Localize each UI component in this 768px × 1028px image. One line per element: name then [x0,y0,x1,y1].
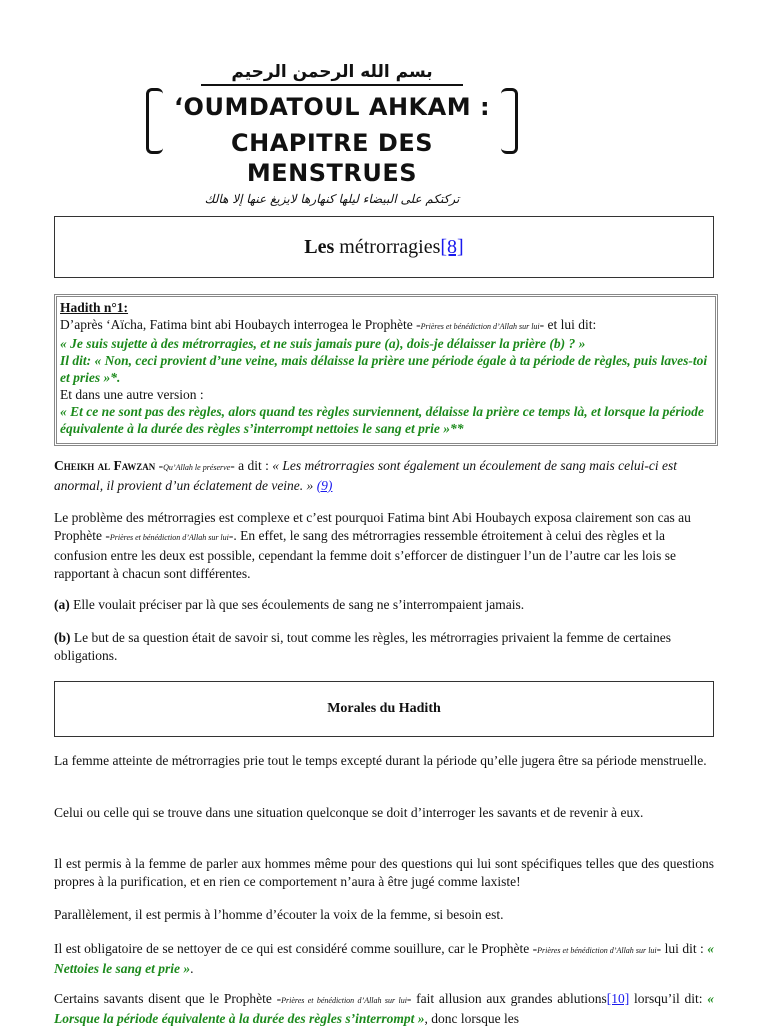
certains-text-b: - fait allusion aux grandes ablutions [406,991,607,1006]
note-b-label: (b) [54,630,71,645]
souillure-quote: « Nettoies le sang et prie » [54,941,715,976]
probleme-text-b: -. En effet, le sang des métrorragies ressemble étroitement à celui des règles et la confusion entre les deux est possible, cependant la femme doit s’efforcer de distinguer l’un de l’autre car les lois se rapportant à chacun sont différentes. [54,528,677,581]
banner-left-ornament [146,88,163,154]
section-title-box [54,216,714,278]
paragraph-fawzan [54,457,714,495]
probleme-text-a: Le problème des métrorragies est complexe et c’est pourquoi Fatima bint Abi Houbaych exposa clairement son cas au Prophète - [54,510,691,543]
blessing-formula: Prières et bénédiction d’Allah sur lui [281,996,407,1005]
arabic-hadith-banner: تركتكم على البيضاء ليلها كنهارها لايزيغ عنها إلا هالك [204,192,460,206]
note-a-text: Elle voulait préciser par là que ses écoulements de sang ne s’interrompaient jamais. [69,597,525,612]
hadith-title: Hadith n°1: [60,300,129,315]
hadith-quote-2: Il dit: « Non, ceci provient d’une veine, mais délaisse la prière une période égale à ta période de règles, puis laves-toi et pries »*. [60,353,708,385]
hadith-intro [60,316,712,335]
document-title-line1: ‘OUMDATOUL AHKAM : [173,93,491,121]
certains-text-d: , donc lorsque les [424,1011,519,1026]
certains-text-c: lorsqu’il dit: [629,991,708,1006]
section-title-les: Les [304,236,335,258]
scholar-name: Cheikh al Fawzan [54,458,156,473]
blessing-formula: Prières et bénédiction d’Allah sur lui [420,322,540,331]
note-b-text: Le but de sa question était de savoir si, tout comme les règles, les métrorragies privaient la femme de certaines obligations. [54,630,672,663]
hadith-box [54,294,718,446]
footnote-link-8[interactable]: [8] [440,236,464,258]
paragraph-note-a [54,596,714,614]
preserve-formula: Qu’Allah le préserve [163,463,231,472]
hadith-intro-end: - et lui dit: [539,317,597,332]
hadith-other-version: Et dans une autre version : [60,387,204,402]
section-title [55,217,713,277]
morales-title-box [54,681,714,737]
fawzan-post: - a dit : [230,458,273,473]
paragraph-souillure [54,940,714,978]
basmala: بسم الله الرحمن الرحيم [201,62,462,86]
morale-paragraph: La femme atteinte de métrorragies prie tout le temps excepté durant la période qu’elle jugera être sa période menstruelle. [54,753,707,768]
hadith-quote-1: « Je suis sujette à des métrorragies, et ne suis jamais pure (a), dois-je délaisser la prière (b) ? » [60,336,586,351]
paragraph-note-b [54,629,714,665]
morale-paragraph: Parallèlement, il est permis à l’homme d’écouter la voix de la femme, si besoin est. [54,907,504,922]
morale-paragraph: Celui ou celle qui se trouve dans une situation quelconque se doit d’interroger les savants et de revenir à eux. [54,805,644,820]
certains-quote: « Lorsque la période équivalente à la durée des règles s’interrompt » [54,991,714,1026]
fawzan-pre: - [155,458,164,473]
note-a-label: (a) [54,597,70,612]
blessing-formula: Prières et bénédiction d’Allah sur lui [109,533,229,542]
morale-paragraph: Il est permis à la femme de parler aux hommes même pour des questions qui lui sont spécifiques telles que des questions propres à la purification, et en rien ce comportement n’aura à être jugé comme laxiste! [54,856,714,889]
souillure-text-b: - lui dit : [656,941,708,956]
hadith-intro-text: D’après ‘Aïcha, Fatima bint abi Houbaych interrogea le Prophète - [60,317,421,332]
footnote-link-9[interactable]: (9) [316,478,333,493]
fawzan-quote: « Les métrorragies sont également un écoulement de sang mais celui-ci est anormal, il provient d’un éclatement de veine. » [54,458,678,493]
banner-right-ornament [501,88,518,154]
hadith-quote-3: « Et ce ne sont pas des règles, alors quand tes règles surviennent, délaisse la prière ce temps là, et lorsque la période équivalente à la durée des règles s’interrompt nettoies le sang et prie »** [60,404,704,436]
document-title-line2: CHAPITRE DES MENSTRUES [231,129,433,187]
footnote-link-10[interactable]: [10] [606,991,630,1006]
paragraph-probleme [54,509,714,583]
paragraph-certains [54,990,714,1028]
section-title-text: métrorragies [334,236,441,258]
souillure-text-a: Il est obligatoire de se nettoyer de ce qui est considéré comme souillure, car le Prophète - [54,941,538,956]
souillure-text-c: . [190,961,194,976]
morales-title: Morales du Hadith [327,701,441,716]
blessing-formula: Prières et bénédiction d’Allah sur lui [537,946,657,955]
certains-text-a: Certains savants disent que le Prophète - [54,991,282,1006]
header-banner [146,58,518,206]
